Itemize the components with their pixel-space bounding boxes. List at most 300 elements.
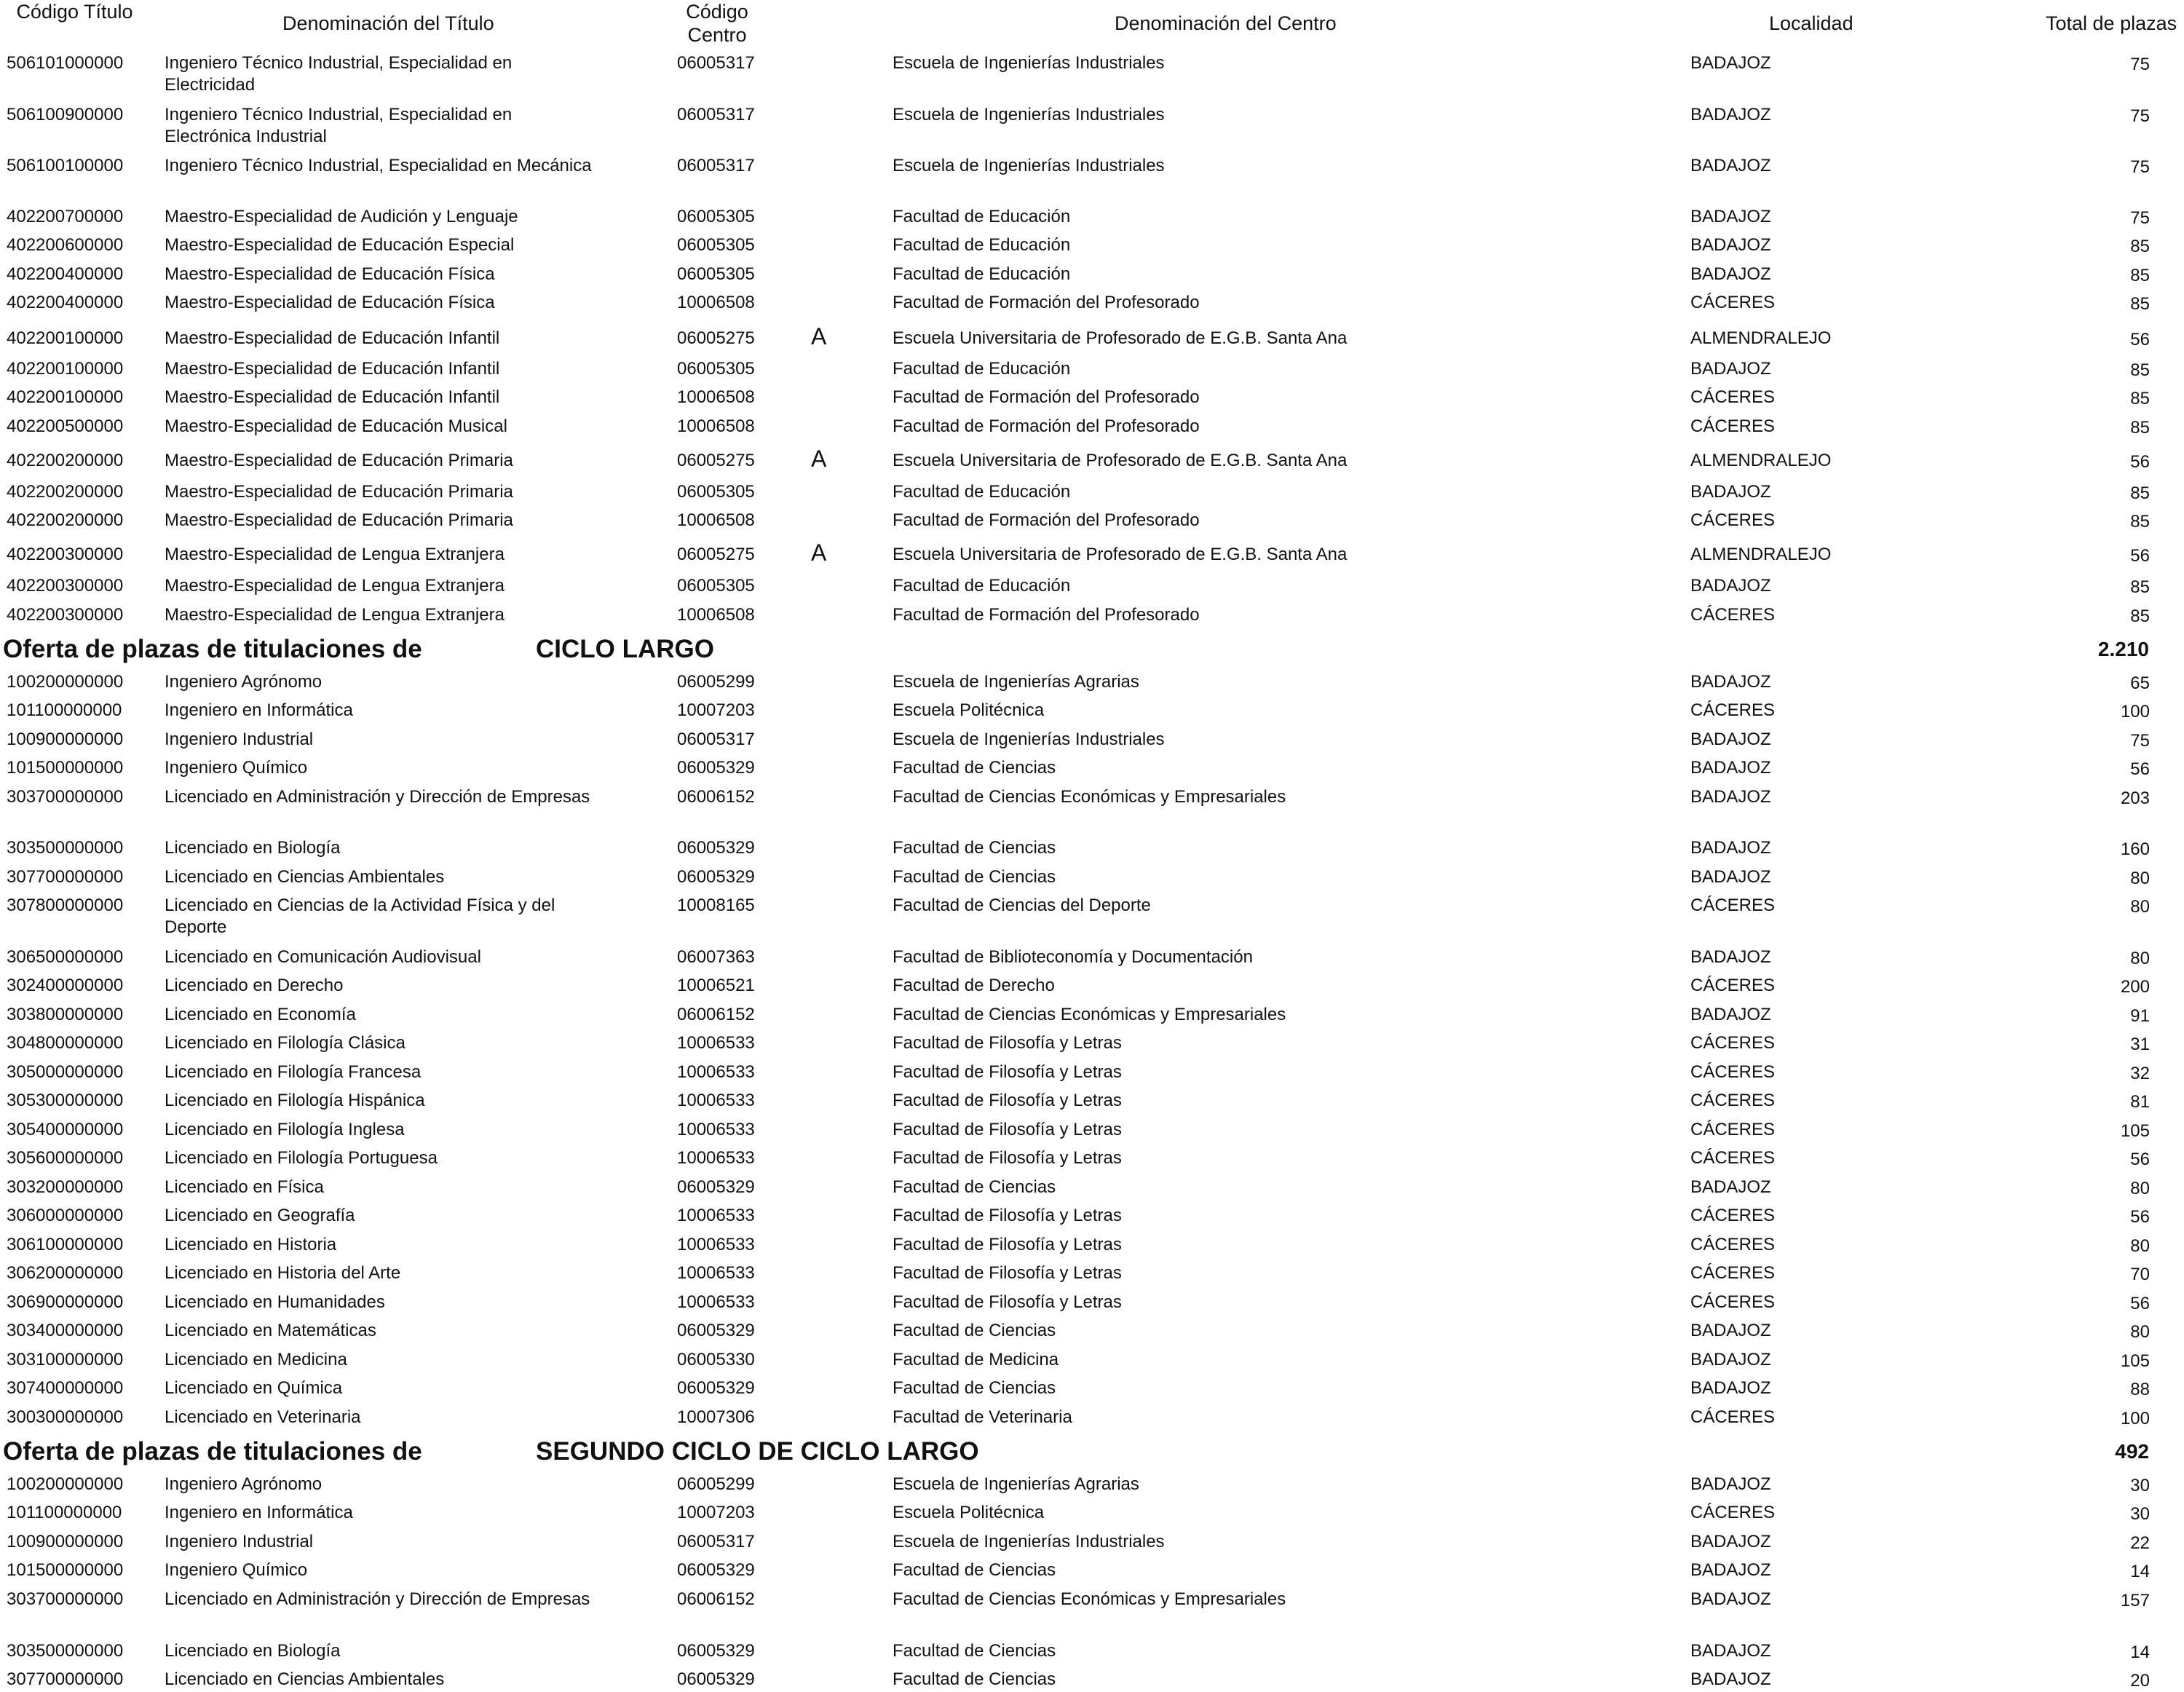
localidad: CÁCERES — [1690, 1120, 1776, 1139]
localidad: BADAJOZ — [1690, 1589, 1771, 1609]
localidad: CÁCERES — [1690, 387, 1776, 407]
denominacion-titulo: Licenciado en Biología — [165, 1641, 341, 1661]
localidad: BADAJOZ — [1690, 1177, 1771, 1197]
total-plazas: 200 — [2120, 977, 2150, 997]
denominacion-centro: Facultad de Ciencias Económicas y Empresariales — [893, 787, 1286, 807]
codigo-centro: 06006152 — [677, 787, 755, 807]
codigo-titulo: 100200000000 — [7, 672, 124, 692]
localidad: CÁCERES — [1690, 1091, 1776, 1110]
total-plazas: 31 — [2130, 1035, 2150, 1054]
header-localidad: Localidad — [1769, 12, 1853, 34]
codigo-centro: 06005329 — [677, 867, 755, 887]
denominacion-titulo: Licenciado en Humanidades — [165, 1292, 385, 1312]
localidad: CÁCERES — [1690, 976, 1776, 995]
total-plazas: 32 — [2130, 1064, 2150, 1083]
total-plazas: 85 — [2130, 512, 2150, 531]
localidad: CÁCERES — [1690, 1148, 1776, 1168]
codigo-centro: 06005329 — [677, 1641, 755, 1661]
denominacion-centro: Facultad de Educación — [893, 482, 1071, 502]
denominacion-titulo: Ingeniero Técnico Industrial, Especialidad en Electrónica Industrial — [165, 105, 513, 146]
codigo-titulo: 402200400000 — [7, 264, 124, 284]
denominacion-titulo: Licenciado en Ciencias Ambientales — [165, 867, 445, 887]
codigo-titulo: 100900000000 — [7, 1532, 124, 1551]
denominacion-centro: Facultad de Educación — [893, 207, 1071, 226]
header-denominacion-centro: Denominación del Centro — [1115, 12, 1337, 34]
codigo-titulo: 300300000000 — [7, 1407, 124, 1427]
denominacion-centro: Facultad de Ciencias — [893, 1669, 1056, 1689]
codigo-centro: 10006508 — [677, 510, 755, 530]
localidad: CÁCERES — [1690, 1235, 1776, 1254]
codigo-centro: 10006533 — [677, 1206, 755, 1225]
section-heading-label: Oferta de plazas de titulaciones de — [3, 635, 422, 663]
total-plazas: 30 — [2130, 1504, 2150, 1524]
total-plazas: 56 — [2130, 1294, 2150, 1313]
codigo-titulo: 402200300000 — [7, 576, 124, 596]
localidad: CÁCERES — [1690, 416, 1776, 436]
total-plazas: 56 — [2130, 546, 2150, 566]
codigo-titulo: 101100000000 — [7, 700, 122, 720]
denominacion-centro: Facultad de Biblioteconomía y Documentación — [893, 947, 1253, 967]
codigo-centro: 10006533 — [677, 1062, 755, 1082]
total-plazas: 75 — [2130, 731, 2150, 751]
denominacion-centro: Escuela de Ingenierías Industriales — [893, 105, 1165, 124]
localidad: CÁCERES — [1690, 700, 1776, 720]
denominacion-titulo: Maestro-Especialidad de Audición y Lenguaje — [165, 207, 518, 226]
denominacion-titulo: Maestro-Especialidad de Lengua Extranjera — [165, 545, 505, 564]
localidad: BADAJOZ — [1690, 576, 1771, 596]
total-plazas: 56 — [2130, 1207, 2150, 1227]
denominacion-centro: Facultad de Ciencias del Deporte — [893, 896, 1151, 915]
codigo-titulo: 402200700000 — [7, 207, 124, 226]
total-plazas: 22 — [2130, 1533, 2150, 1553]
total-plazas: 75 — [2130, 157, 2150, 177]
codigo-titulo: 101100000000 — [7, 1503, 122, 1522]
denominacion-centro: Escuela de Ingenierías Industriales — [893, 730, 1165, 749]
denominacion-centro: Facultad de Formación del Profesorado — [893, 387, 1200, 407]
codigo-titulo: 506100900000 — [7, 105, 124, 124]
total-plazas: 80 — [2130, 1179, 2150, 1198]
codigo-centro: 06006152 — [677, 1589, 755, 1609]
codigo-titulo: 306000000000 — [7, 1206, 124, 1225]
codigo-titulo: 303700000000 — [7, 787, 124, 807]
total-plazas: 81 — [2130, 1092, 2150, 1112]
codigo-titulo: 306500000000 — [7, 947, 124, 967]
total-plazas: 30 — [2130, 1476, 2150, 1495]
codigo-centro: 10006508 — [677, 416, 755, 436]
codigo-titulo: 100200000000 — [7, 1474, 124, 1494]
localidad: CÁCERES — [1690, 1206, 1776, 1225]
denominacion-centro: Escuela de Ingenierías Industriales — [893, 156, 1165, 175]
codigo-titulo: 101500000000 — [7, 758, 124, 778]
codigo-titulo: 303100000000 — [7, 1350, 124, 1369]
centro-adscrito-flag: A — [811, 323, 827, 349]
denominacion-titulo: Ingeniero Químico — [165, 1560, 308, 1580]
codigo-centro: 10006533 — [677, 1091, 755, 1110]
total-plazas: 14 — [2130, 1642, 2150, 1662]
codigo-centro: 06005275 — [677, 451, 755, 470]
total-plazas: 65 — [2130, 673, 2150, 693]
total-plazas: 100 — [2120, 1409, 2150, 1428]
localidad: CÁCERES — [1690, 1062, 1776, 1082]
denominacion-titulo: Licenciado en Derecho — [165, 976, 344, 995]
denominacion-titulo: Ingeniero Agrónomo — [165, 1474, 323, 1494]
denominacion-centro: Facultad de Ciencias — [893, 1378, 1056, 1398]
denominacion-centro: Facultad de Educación — [893, 235, 1071, 255]
denominacion-titulo: Maestro-Especialidad de Educación Infantil — [165, 359, 500, 379]
total-plazas: 80 — [2130, 869, 2150, 888]
denominacion-centro: Escuela Politécnica — [893, 700, 1045, 720]
denominacion-centro: Facultad de Derecho — [893, 976, 1055, 995]
codigo-centro: 10006533 — [677, 1263, 755, 1283]
section-heading-type: SEGUNDO CICLO DE CICLO LARGO — [536, 1437, 979, 1466]
codigo-titulo: 402200100000 — [7, 387, 124, 407]
denominacion-titulo: Licenciado en Ciencias de la Actividad Física y del Deporte — [165, 896, 555, 937]
localidad: BADAJOZ — [1690, 1321, 1771, 1340]
codigo-centro: 06005275 — [677, 545, 755, 564]
codigo-titulo: 306100000000 — [7, 1235, 124, 1254]
total-plazas: 85 — [2130, 577, 2150, 597]
denominacion-centro: Facultad de Medicina — [893, 1350, 1059, 1369]
header-codigo-centro: Código Centro — [686, 1, 748, 46]
localidad: BADAJOZ — [1690, 105, 1771, 124]
codigo-centro: 06005317 — [677, 156, 755, 175]
codigo-centro: 10006533 — [677, 1235, 755, 1254]
total-plazas: 70 — [2130, 1265, 2150, 1284]
denominacion-centro: Facultad de Filosofía y Letras — [893, 1292, 1122, 1312]
denominacion-centro: Escuela Universitaria de Profesorado de E.G.B. Santa Ana — [893, 545, 1348, 564]
section-total: 2.210 — [2097, 638, 2149, 660]
codigo-titulo: 304800000000 — [7, 1033, 124, 1053]
total-plazas: 160 — [2120, 839, 2150, 859]
codigo-centro: 06005329 — [677, 838, 755, 858]
codigo-titulo: 303700000000 — [7, 1589, 124, 1609]
denominacion-centro: Escuela de Ingenierías Agrarias — [893, 672, 1139, 692]
codigo-centro: 06005330 — [677, 1350, 755, 1369]
denominacion-titulo: Maestro-Especialidad de Educación Infantil — [165, 387, 500, 407]
codigo-centro: 10008165 — [677, 896, 755, 915]
denominacion-centro: Facultad de Filosofía y Letras — [893, 1033, 1122, 1053]
denominacion-centro: Facultad de Educación — [893, 359, 1071, 379]
codigo-centro: 10007203 — [677, 1503, 755, 1522]
total-plazas: 85 — [2130, 294, 2150, 314]
denominacion-centro: Facultad de Educación — [893, 576, 1071, 596]
denominacion-titulo: Ingeniero Químico — [165, 758, 308, 778]
total-plazas: 85 — [2130, 606, 2150, 626]
denominacion-titulo: Licenciado en Economía — [165, 1005, 356, 1024]
codigo-centro: 06005305 — [677, 359, 755, 379]
total-plazas: 85 — [2130, 483, 2150, 503]
codigo-centro: 10006533 — [677, 1033, 755, 1053]
localidad: BADAJOZ — [1690, 359, 1771, 379]
codigo-titulo: 307400000000 — [7, 1378, 124, 1398]
denominacion-centro: Facultad de Formación del Profesorado — [893, 293, 1200, 312]
codigo-titulo: 402200200000 — [7, 451, 124, 470]
localidad: BADAJOZ — [1690, 1474, 1771, 1494]
codigo-centro: 06005317 — [677, 730, 755, 749]
denominacion-centro: Facultad de Formación del Profesorado — [893, 510, 1200, 530]
codigo-centro: 06005317 — [677, 105, 755, 124]
codigo-centro: 06005305 — [677, 576, 755, 596]
codigo-titulo: 307800000000 — [7, 896, 124, 915]
denominacion-titulo: Maestro-Especialidad de Educación Física — [165, 264, 495, 284]
denominacion-titulo: Licenciado en Medicina — [165, 1350, 347, 1369]
total-plazas: 56 — [2130, 330, 2150, 349]
total-plazas: 203 — [2120, 788, 2150, 808]
codigo-titulo: 305300000000 — [7, 1091, 124, 1110]
denominacion-centro: Facultad de Formación del Profesorado — [893, 605, 1200, 625]
localidad: BADAJOZ — [1690, 1560, 1771, 1580]
codigo-centro: 10007306 — [677, 1407, 755, 1427]
total-plazas: 105 — [2120, 1121, 2150, 1141]
denominacion-centro: Facultad de Educación — [893, 264, 1071, 284]
total-plazas: 75 — [2130, 208, 2150, 228]
denominacion-centro: Escuela de Ingenierías Agrarias — [893, 1474, 1139, 1494]
denominacion-centro: Facultad de Ciencias Económicas y Empresariales — [893, 1589, 1286, 1609]
header-total-plazas: Total de plazas — [2046, 12, 2177, 34]
denominacion-centro: Facultad de Filosofía y Letras — [893, 1062, 1122, 1082]
denominacion-centro: Facultad de Ciencias — [893, 838, 1056, 858]
codigo-centro: 06005329 — [677, 1321, 755, 1340]
localidad: CÁCERES — [1690, 1033, 1776, 1053]
denominacion-centro: Facultad de Filosofía y Letras — [893, 1120, 1122, 1139]
codigo-titulo: 402200100000 — [7, 359, 124, 379]
codigo-centro: 06005329 — [677, 1177, 755, 1197]
denominacion-centro: Facultad de Ciencias — [893, 758, 1056, 778]
denominacion-centro: Facultad de Ciencias — [893, 1641, 1056, 1661]
total-plazas: 85 — [2130, 418, 2150, 438]
codigo-centro: 06005305 — [677, 207, 755, 226]
denominacion-titulo: Maestro-Especialidad de Educación Primaria — [165, 451, 513, 470]
localidad: ALMENDRALEJO — [1690, 451, 1832, 470]
codigo-titulo: 306200000000 — [7, 1263, 124, 1283]
denominacion-titulo: Maestro-Especialidad de Educación Especial — [165, 235, 515, 255]
denominacion-titulo: Ingeniero Técnico Industrial, Especialidad en Mecánica — [165, 156, 592, 175]
section-heading-type: CICLO LARGO — [536, 635, 714, 663]
codigo-centro: 10006508 — [677, 605, 755, 625]
denominacion-titulo: Licenciado en Historia del Arte — [165, 1263, 401, 1283]
localidad: BADAJOZ — [1690, 482, 1771, 502]
denominacion-titulo: Maestro-Especialidad de Educación Física — [165, 293, 495, 312]
denominacion-titulo: Licenciado en Ciencias Ambientales — [165, 1669, 445, 1689]
denominacion-titulo: Ingeniero Industrial — [165, 730, 314, 749]
localidad: BADAJOZ — [1690, 1669, 1771, 1689]
localidad: BADAJOZ — [1690, 730, 1771, 749]
total-plazas: 85 — [2130, 266, 2150, 285]
codigo-titulo: 303500000000 — [7, 838, 124, 858]
localidad: BADAJOZ — [1690, 947, 1771, 967]
denominacion-titulo: Licenciado en Veterinaria — [165, 1407, 361, 1427]
section-heading-label: Oferta de plazas de titulaciones de — [3, 1437, 422, 1466]
total-plazas: 14 — [2130, 1562, 2150, 1581]
codigo-centro: 06005329 — [677, 1669, 755, 1689]
denominacion-titulo: Maestro-Especialidad de Educación Infantil — [165, 328, 500, 348]
denominacion-titulo: Licenciado en Biología — [165, 838, 341, 858]
denominacion-titulo: Ingeniero Industrial — [165, 1532, 314, 1551]
total-plazas: 80 — [2130, 1322, 2150, 1342]
codigo-centro: 10007203 — [677, 700, 755, 720]
codigo-titulo: 303800000000 — [7, 1005, 124, 1024]
denominacion-titulo: Licenciado en Historia — [165, 1235, 337, 1254]
localidad: CÁCERES — [1690, 896, 1776, 915]
localidad: BADAJOZ — [1690, 53, 1771, 73]
codigo-centro: 10006521 — [677, 976, 755, 995]
localidad: CÁCERES — [1690, 1503, 1776, 1522]
codigo-centro: 06005329 — [677, 758, 755, 778]
denominacion-titulo: Ingeniero en Informática — [165, 700, 353, 720]
localidad: CÁCERES — [1690, 1292, 1776, 1312]
total-plazas: 75 — [2130, 55, 2150, 74]
codigo-centro: 06005305 — [677, 482, 755, 502]
denominacion-centro: Facultad de Filosofía y Letras — [893, 1235, 1122, 1254]
total-plazas: 100 — [2120, 702, 2150, 722]
codigo-centro: 10006508 — [677, 387, 755, 407]
denominacion-centro: Facultad de Formación del Profesorado — [893, 416, 1200, 436]
denominacion-titulo: Ingeniero Agrónomo — [165, 672, 323, 692]
codigo-titulo: 402200100000 — [7, 328, 124, 348]
localidad: CÁCERES — [1690, 605, 1776, 625]
codigo-centro: 06006152 — [677, 1005, 755, 1024]
localidad: BADAJOZ — [1690, 758, 1771, 778]
denominacion-titulo: Licenciado en Matemáticas — [165, 1321, 376, 1340]
denominacion-centro: Facultad de Ciencias — [893, 1560, 1056, 1580]
denominacion-titulo: Maestro-Especialidad de Lengua Extranjera — [165, 605, 505, 625]
localidad: BADAJOZ — [1690, 235, 1771, 255]
codigo-titulo: 307700000000 — [7, 1669, 124, 1689]
denominacion-titulo: Maestro-Especialidad de Educación Musical — [165, 416, 507, 436]
total-plazas: 85 — [2130, 389, 2150, 408]
codigo-titulo: 402200300000 — [7, 605, 124, 625]
total-plazas: 105 — [2120, 1351, 2150, 1371]
codigo-centro: 06005275 — [677, 328, 755, 348]
localidad: BADAJOZ — [1690, 1532, 1771, 1551]
denominacion-titulo: Ingeniero en Informática — [165, 1503, 353, 1522]
codigo-titulo: 303400000000 — [7, 1321, 124, 1340]
localidad: BADAJOZ — [1690, 1350, 1771, 1369]
codigo-centro: 06005305 — [677, 235, 755, 255]
codigo-centro: 06005317 — [677, 53, 755, 73]
localidad: CÁCERES — [1690, 1263, 1776, 1283]
denominacion-titulo: Maestro-Especialidad de Educación Primaria — [165, 482, 513, 502]
centro-adscrito-flag: A — [811, 446, 827, 472]
localidad: BADAJOZ — [1690, 838, 1771, 858]
total-plazas: 91 — [2130, 1006, 2150, 1026]
localidad: BADAJOZ — [1690, 867, 1771, 887]
total-plazas: 85 — [2130, 360, 2150, 380]
codigo-titulo: 402200200000 — [7, 510, 124, 530]
localidad: BADAJOZ — [1690, 1378, 1771, 1398]
denominacion-centro: Facultad de Filosofía y Letras — [893, 1148, 1122, 1168]
codigo-titulo: 402200400000 — [7, 293, 124, 312]
denominacion-titulo: Licenciado en Filología Francesa — [165, 1062, 422, 1082]
localidad: BADAJOZ — [1690, 672, 1771, 692]
denominacion-titulo: Licenciado en Filología Inglesa — [165, 1120, 405, 1139]
localidad: BADAJOZ — [1690, 787, 1771, 807]
codigo-titulo: 506100100000 — [7, 156, 124, 175]
localidad: CÁCERES — [1690, 1407, 1776, 1427]
denominacion-titulo: Licenciado en Geografía — [165, 1206, 355, 1225]
denominacion-centro: Escuela Universitaria de Profesorado de E.G.B. Santa Ana — [893, 451, 1348, 470]
denominacion-titulo: Licenciado en Administración y Dirección de Empresas — [165, 787, 590, 807]
total-plazas: 88 — [2130, 1380, 2150, 1399]
codigo-titulo: 100900000000 — [7, 730, 124, 749]
localidad: BADAJOZ — [1690, 1005, 1771, 1024]
codigo-centro: 06005305 — [677, 264, 755, 284]
codigo-centro: 10006508 — [677, 293, 755, 312]
codigo-centro: 06005299 — [677, 1474, 755, 1494]
header-codigo-titulo: Código Título — [16, 1, 133, 23]
centro-adscrito-flag: A — [811, 539, 827, 566]
codigo-titulo: 303200000000 — [7, 1177, 124, 1197]
denominacion-titulo: Licenciado en Filología Hispánica — [165, 1091, 425, 1110]
localidad: ALMENDRALEJO — [1690, 545, 1832, 564]
localidad: BADAJOZ — [1690, 207, 1771, 226]
codigo-titulo: 402200200000 — [7, 482, 124, 502]
localidad: CÁCERES — [1690, 293, 1776, 312]
total-plazas: 85 — [2130, 237, 2150, 256]
codigo-titulo: 506101000000 — [7, 53, 124, 73]
localidad: BADAJOZ — [1690, 264, 1771, 284]
denominacion-titulo: Licenciado en Filología Clásica — [165, 1033, 405, 1053]
denominacion-centro: Facultad de Ciencias Económicas y Empresariales — [893, 1005, 1286, 1024]
total-plazas: 75 — [2130, 106, 2150, 126]
total-plazas: 56 — [2130, 1150, 2150, 1169]
codigo-titulo: 303500000000 — [7, 1641, 124, 1661]
total-plazas: 80 — [2130, 1236, 2150, 1256]
denominacion-centro: Escuela Politécnica — [893, 1503, 1045, 1522]
denominacion-centro: Escuela Universitaria de Profesorado de E.G.B. Santa Ana — [893, 328, 1348, 348]
denominacion-titulo: Ingeniero Técnico Industrial, Especialidad en Electricidad — [165, 53, 513, 95]
denominacion-centro: Facultad de Filosofía y Letras — [893, 1206, 1122, 1225]
codigo-centro: 06005329 — [677, 1560, 755, 1580]
denominacion-titulo: Licenciado en Física — [165, 1177, 324, 1197]
header-denominacion-titulo: Denominación del Título — [282, 12, 494, 34]
denominacion-centro: Facultad de Ciencias — [893, 867, 1056, 887]
denominacion-centro: Facultad de Veterinaria — [893, 1407, 1072, 1427]
total-plazas: 20 — [2130, 1671, 2150, 1691]
codigo-titulo: 305600000000 — [7, 1148, 124, 1168]
codigo-centro: 10006533 — [677, 1148, 755, 1168]
denominacion-centro: Facultad de Filosofía y Letras — [893, 1263, 1122, 1283]
total-plazas: 157 — [2120, 1591, 2150, 1610]
localidad: CÁCERES — [1690, 510, 1776, 530]
denominacion-titulo: Licenciado en Filología Portuguesa — [165, 1148, 438, 1168]
section-total: 492 — [2115, 1440, 2149, 1463]
denominacion-titulo: Licenciado en Química — [165, 1378, 343, 1398]
total-plazas: 56 — [2130, 452, 2150, 472]
codigo-centro: 10006533 — [677, 1120, 755, 1139]
localidad: BADAJOZ — [1690, 156, 1771, 175]
codigo-centro: 06005329 — [677, 1378, 755, 1398]
total-plazas: 80 — [2130, 897, 2150, 917]
codigo-titulo: 101500000000 — [7, 1560, 124, 1580]
localidad: ALMENDRALEJO — [1690, 328, 1832, 348]
denominacion-centro: Escuela de Ingenierías Industriales — [893, 1532, 1165, 1551]
codigo-titulo: 307700000000 — [7, 867, 124, 887]
denominacion-titulo: Maestro-Especialidad de Educación Primaria — [165, 510, 513, 530]
codigo-centro: 10006533 — [677, 1292, 755, 1312]
denominacion-titulo: Maestro-Especialidad de Lengua Extranjera — [165, 576, 505, 596]
denominacion-centro: Escuela de Ingenierías Industriales — [893, 53, 1165, 73]
codigo-titulo: 402200500000 — [7, 416, 124, 436]
codigo-centro: 06007363 — [677, 947, 755, 967]
localidad: BADAJOZ — [1690, 1641, 1771, 1661]
codigo-titulo: 402200600000 — [7, 235, 124, 255]
total-plazas: 56 — [2130, 759, 2150, 779]
denominacion-centro: Facultad de Ciencias — [893, 1177, 1056, 1197]
codigo-titulo: 306900000000 — [7, 1292, 124, 1312]
denominacion-centro: Facultad de Ciencias — [893, 1321, 1056, 1340]
denominacion-titulo: Licenciado en Comunicación Audiovisual — [165, 947, 481, 967]
